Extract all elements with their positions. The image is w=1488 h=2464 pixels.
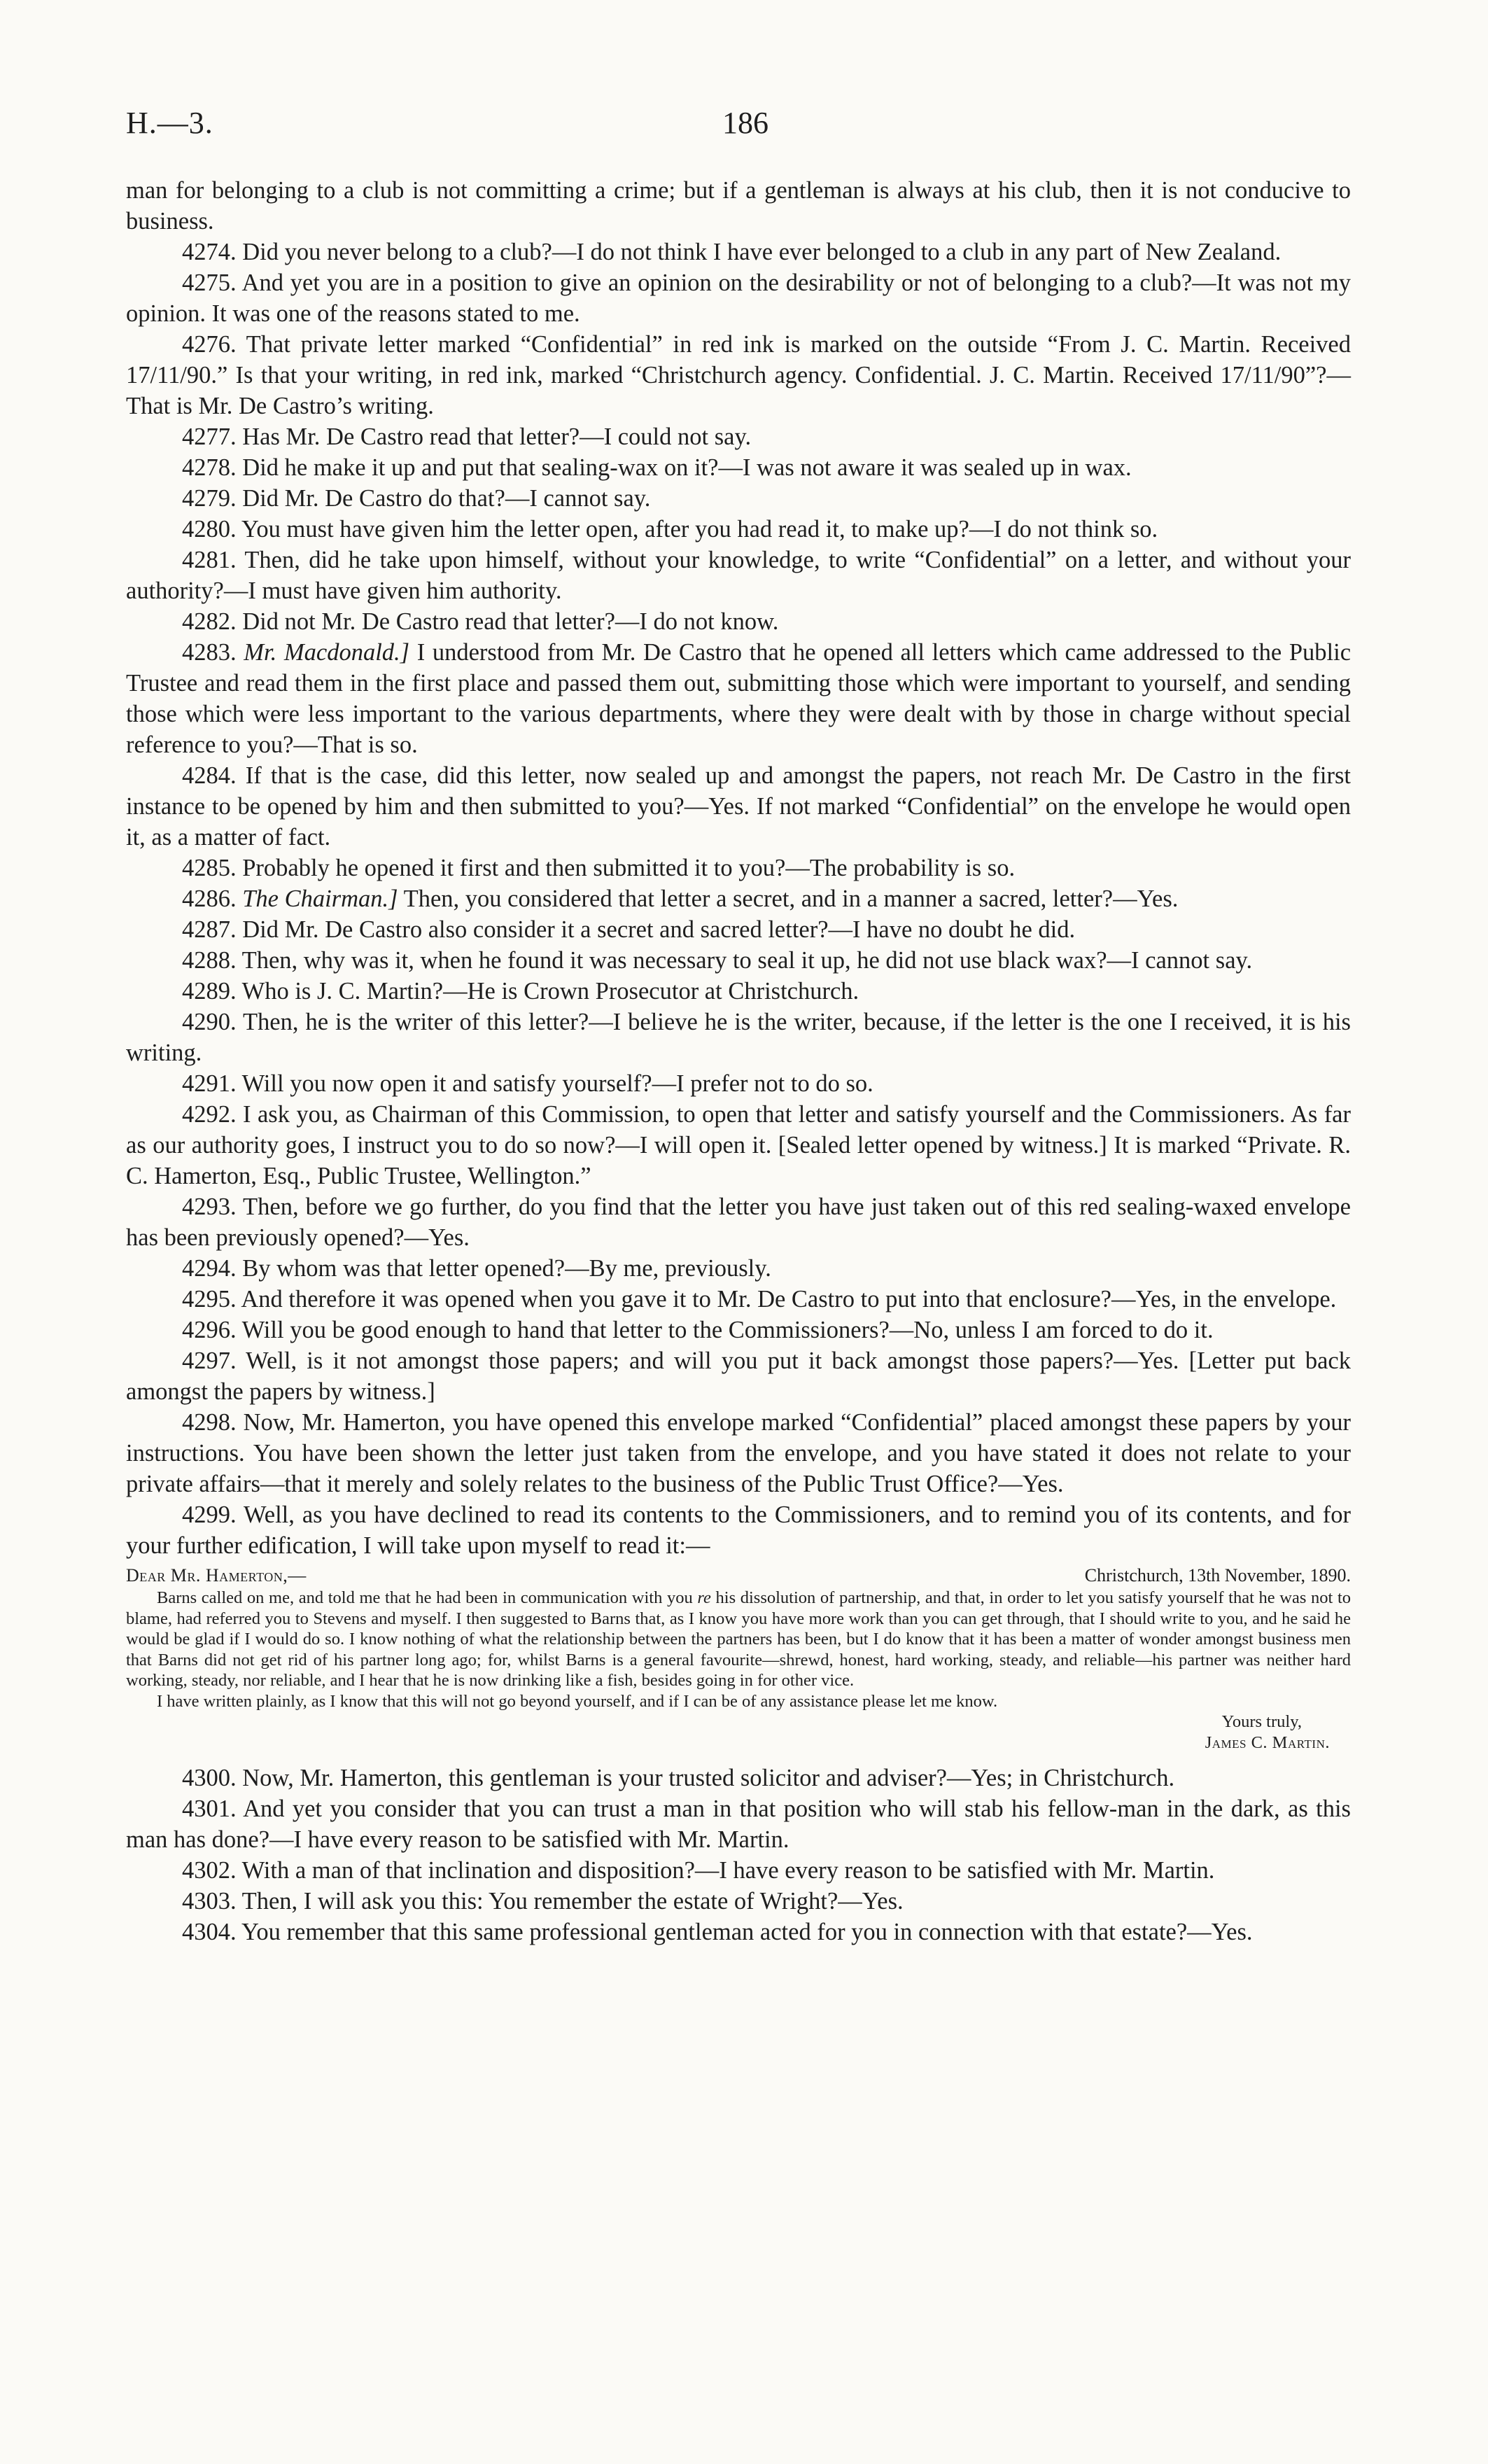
letter-heading	[126, 1564, 1351, 1588]
paragraph: 4300. Now, Mr. Hamerton, this gentleman is your trusted solicitor and adviser?—Yes; in Christchurch.	[182, 1765, 1175, 1791]
paragraph: 4288. Then, why was it, when he found it was necessary to seal it up, he did not use black wax?—I cannot say.	[182, 947, 1253, 974]
paragraph: 4274. Did you never belong to a club?—I do not think I have ever belonged to a club in any part of New Zealand.	[182, 239, 1282, 265]
paragraph	[126, 883, 1351, 914]
letter-body: I have written plainly, as I know that this will not go beyond yourself, and if I can be of any assistance please let me know.	[157, 1691, 998, 1711]
paragraph: 4277. Has Mr. De Castro read that letter?—I could not say.	[182, 424, 752, 450]
paragraph: 4295. And therefore it was opened when you gave it to Mr. De Castro to put into that enclosure?—Yes, in the envelope.	[182, 1286, 1337, 1312]
paragraph: 4279. Did Mr. De Castro do that?—I cannot say.	[182, 485, 651, 512]
paragraph: 4293. Then, before we go further, do you find that the letter you have just taken out of this red sealing-waxed envelope has been previously opened?—Yes.	[126, 1194, 1351, 1251]
letter-body	[126, 1588, 1351, 1691]
paragraph: 4276. That private letter marked “Confidential” in red ink is marked on the outside “From J. C. Martin. Received 17/11/90.” Is that your writing, in red ink, marked “Christchurch agency. Confidential. J. C. Martin. Received 17/11/90”?—That is Mr. De Castro’s writing.	[126, 331, 1351, 419]
paragraph: 4292. I ask you, as Chairman of this Commission, to open that letter and satisfy yourself and the Commissioners. As far as our authority goes, I instruct you to do so now?—I will open it. [Sealed letter opened by witness.] It is marked “Private. R. C. Hamerton, Esq., Public Trustee, Wellington.”	[126, 1101, 1351, 1189]
question-number: 4283.	[182, 639, 237, 666]
paragraph-text: I understood from Mr. De Castro that he opened all letters which came addressed to the Public Trustee and read them in the first place and passed them out, submitting those which were important to yourself, and sending those which were less important to the various departments, where they were dealt with by those in charge without special reference to you?—That is so.	[126, 639, 1352, 758]
paragraph: 4285. Probably he opened it first and then submitted it to you?—The probability is so.	[182, 855, 1016, 881]
paragraph: 4302. With a man of that inclination and disposition?—I have every reason to be satisfied with Mr. Martin.	[182, 1857, 1215, 1884]
page-header	[126, 105, 1365, 147]
speaker: Mr. Macdonald.]	[244, 639, 410, 666]
paragraph: 4280. You must have given him the letter open, after you had read it, to make up?—I do not think so.	[182, 516, 1158, 542]
paragraph: 4281. Then, did he take upon himself, without your knowledge, to write “Confidential” on a letter, and without your authority?—I must have given him authority.	[126, 547, 1351, 604]
quoted-letter	[126, 1564, 1351, 1753]
document-body	[126, 175, 1351, 1947]
paragraph: 4275. And yet you are in a position to give an opinion on the desirability or not of belonging to a club?—It was not my opinion. It was one of the reasons stated to me.	[126, 270, 1351, 327]
paragraph: 4303. Then, I will ask you this: You remember the estate of Wright?—Yes.	[182, 1888, 904, 1914]
paragraph	[126, 637, 1351, 760]
paragraph: 4297. Well, is it not amongst those papers; and will you put it back amongst those papers?—Yes. [Letter put back amongst the papers by witness.]	[126, 1348, 1351, 1405]
question-number: 4286.	[182, 886, 237, 912]
paragraph: 4284. If that is the case, did this letter, now sealed up and amongst the papers, not reach Mr. De Castro in the first instance to be opened by him and then submitted to you?—Yes. If not marked “Confidential” on the envelope he would open it, as a matter of fact.	[126, 762, 1351, 850]
paragraph: 4296. Will you be good enough to hand that letter to the Commissioners?—No, unless I am forced to do it.	[182, 1317, 1214, 1343]
paragraph: 4294. By whom was that letter opened?—By me, previously.	[182, 1255, 771, 1282]
paragraph: man for belonging to a club is not committing a crime; but if a gentleman is always at his club, then it is not conducive to business.	[126, 177, 1351, 234]
paragraph: 4282. Did not Mr. De Castro read that letter?—I do not know.	[182, 608, 779, 635]
paragraph: 4278. Did he make it up and put that sealing-wax on it?—I was not aware it was sealed up in wax.	[182, 454, 1132, 481]
paragraph: 4301. And yet you consider that you can trust a man in that position who will stab his fellow-man in the dark, as this man has done?—I have every reason to be satisfied with Mr. Martin.	[126, 1795, 1351, 1853]
letter-signature: James C. Martin.	[1205, 1732, 1330, 1752]
document-reference: H.—3.	[126, 106, 213, 140]
page-number: 186	[722, 106, 768, 140]
paragraph: 4298. Now, Mr. Hamerton, you have opened this envelope marked “Confidential” placed amongst these papers by your instructions. You have been shown the letter just taken from the envelope, and you have stated it does not relate to your private affairs—that it merely and solely relates to the business of the Public Trust Office?—Yes.	[126, 1409, 1351, 1497]
paragraph-text: Then, you considered that letter a secret, and in a manner a sacred, letter?—Yes.	[403, 886, 1179, 912]
paragraph: 4291. Will you now open it and satisfy yourself?—I prefer not to do so.	[182, 1070, 873, 1097]
paragraph: 4287. Did Mr. De Castro also consider it a secret and sacred letter?—I have no doubt he did.	[182, 916, 1076, 943]
paragraph: 4290. Then, he is the writer of this letter?—I believe he is the writer, because, if the letter is the one I received, it is his writing.	[126, 1009, 1351, 1066]
letter-closing: Yours truly,	[1221, 1712, 1302, 1731]
speaker: The Chairman.]	[242, 886, 398, 912]
letter-salutation: Dear Mr. Hamerton,—	[126, 1565, 307, 1586]
paragraph: 4299. Well, as you have declined to read its contents to the Commissioners, and to remind you of its contents, and for your further edification, I will take upon myself to read it:—	[126, 1502, 1351, 1559]
letter-text: Barns called on me, and told me that he had been in communication with you	[157, 1588, 693, 1607]
letter-place-date: Christchurch, 13th November, 1890.	[1084, 1565, 1351, 1586]
paragraph: 4304. You remember that this same professional gentleman acted for you in connection with that estate?—Yes.	[182, 1919, 1253, 1945]
letter-text: his dissolution of partnership, and that, in order to let you satisfy yourself that he was not to blame, had referred you to Stevens and myself. I then suggested to Barns that, as I know you have more work than you can get through, that I should write to you, and he said he would be glad if I would do so. I know nothing of what the relationship between the partners has been, but I do know that it has been a matter of wonder amongst business men that Barns did not get rid of his partner long ago; for, whilst Barns is a general favourite—shrewd, honest, hard working, steady, and reliable—his partner was neither hard working, steady, nor reliable, and I hear that he is now drinking like a fish, besides going in for other vice.	[126, 1588, 1352, 1690]
paragraph: 4289. Who is J. C. Martin?—He is Crown Prosecutor at Christchurch.	[182, 978, 859, 1004]
letter-re-word: re	[697, 1588, 711, 1607]
